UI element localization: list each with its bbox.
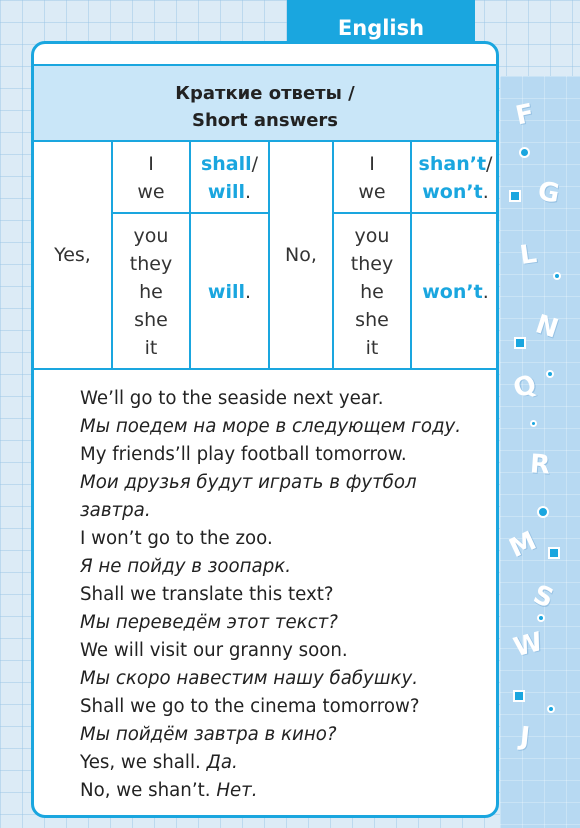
example-line-en — [80, 637, 495, 665]
pronoun: it — [365, 337, 379, 359]
decor-square — [509, 190, 521, 202]
example-line-en — [80, 749, 495, 777]
side-letter-j: J — [518, 721, 532, 753]
example-translation: Нет. — [216, 780, 258, 801]
no-verb-top — [412, 150, 499, 206]
example-text: Мы поедем на море в следующем году. — [80, 416, 462, 437]
no-label: No, — [285, 244, 317, 266]
example-text: Shall we go to the cinema tomorrow? — [80, 696, 420, 717]
decor-square — [513, 690, 525, 702]
decor-dot — [537, 614, 545, 622]
verb-wont: won’t — [422, 181, 483, 203]
period: . — [245, 281, 252, 303]
no-pronouns-top — [334, 150, 410, 206]
decor-dot — [546, 370, 554, 378]
pronoun: we — [137, 181, 165, 203]
decor-dot — [530, 420, 537, 427]
period: . — [482, 281, 489, 303]
table-divider — [332, 212, 499, 214]
short-answers-table — [34, 142, 496, 368]
decor-dot — [537, 506, 549, 518]
example-line-ru — [80, 609, 495, 637]
side-letter-q: Q — [509, 369, 541, 405]
example-text: Yes, we shall. — [80, 752, 201, 773]
example-text: Shall we translate this text? — [80, 584, 334, 605]
verb-will: will — [207, 281, 246, 303]
decor-square — [548, 547, 560, 559]
table-bottom-border — [34, 368, 496, 370]
example-translation: Да. — [206, 752, 238, 773]
pronoun: we — [358, 181, 386, 203]
decor-square — [514, 337, 526, 349]
slash: / — [251, 153, 259, 175]
no-verb-bottom — [412, 278, 499, 306]
pronoun: he — [360, 281, 384, 303]
example-line-ru — [80, 469, 495, 497]
example-sentences — [80, 385, 495, 805]
example-line-en — [80, 693, 495, 721]
pronoun: you — [354, 225, 390, 247]
decor-dot — [519, 147, 530, 158]
table-header — [34, 64, 496, 142]
example-line-en — [80, 441, 495, 469]
yes-verb-bottom — [191, 278, 268, 306]
side-letter-w: W — [510, 626, 547, 664]
pronoun: she — [134, 309, 168, 331]
yes-pronouns-bottom — [113, 222, 189, 362]
period: . — [482, 181, 489, 203]
example-text: My friends’ll play football tomorrow. — [80, 444, 407, 465]
grammar-card — [31, 41, 499, 818]
pronoun: he — [139, 281, 163, 303]
example-line-en — [80, 777, 495, 805]
example-line-ru — [80, 497, 495, 525]
example-text: We will visit our granny soon. — [80, 640, 348, 661]
example-line-ru — [80, 665, 495, 693]
tab-label: English — [337, 16, 425, 40]
verb-will: will — [207, 181, 246, 203]
period: . — [245, 181, 252, 203]
side-letter-s: S — [529, 579, 558, 615]
pronoun: she — [355, 309, 389, 331]
decor-dot — [553, 272, 561, 280]
example-line-ru — [80, 721, 495, 749]
example-text: Я не пойду в зоопарк. — [80, 556, 292, 577]
side-letter-f: F — [513, 98, 537, 132]
example-line-ru — [80, 553, 495, 581]
pronoun: you — [133, 225, 169, 247]
example-line-en — [80, 581, 495, 609]
example-text: I won’t go to the zoo. — [80, 528, 273, 549]
example-line-en — [80, 385, 495, 413]
example-text: We’ll go to the seaside next year. — [80, 388, 384, 409]
side-letter-l: L — [517, 238, 539, 272]
pronoun: I — [148, 153, 154, 175]
header-title-ru: Краткие ответы / — [175, 83, 355, 104]
yes-verb-top — [191, 150, 268, 206]
example-text: Мы переведём этот текст? — [80, 612, 338, 633]
header-title-en: Short answers — [192, 110, 338, 131]
side-letter-g: G — [535, 176, 562, 210]
verb-shant: shan’t — [418, 153, 487, 175]
verb-shall: shall — [200, 153, 252, 175]
yes-label: Yes, — [54, 244, 91, 266]
example-text: Мои друзья будут играть в футбол — [80, 472, 417, 493]
table-divider — [111, 212, 270, 214]
verb-wont: won’t — [422, 281, 483, 303]
pronoun: they — [350, 253, 394, 275]
example-text: завтра. — [80, 500, 151, 521]
example-line-en — [80, 525, 495, 553]
slash: / — [486, 153, 493, 175]
no-pronouns-bottom — [334, 222, 410, 362]
pronoun: it — [144, 337, 158, 359]
example-text: No, we shan’t. — [80, 780, 211, 801]
example-text: Мы пойдём завтра в кино? — [80, 724, 337, 745]
side-letter-m: M — [504, 525, 542, 565]
yes-pronouns-top — [113, 150, 189, 206]
decor-dot — [547, 705, 555, 713]
side-letter-n: N — [531, 309, 562, 345]
example-line-ru — [80, 413, 495, 441]
side-letter-r: R — [528, 449, 552, 481]
pronoun: I — [369, 153, 375, 175]
pronoun: they — [129, 253, 173, 275]
example-text: Мы скоро навестим нашу бабушку. — [80, 668, 418, 689]
